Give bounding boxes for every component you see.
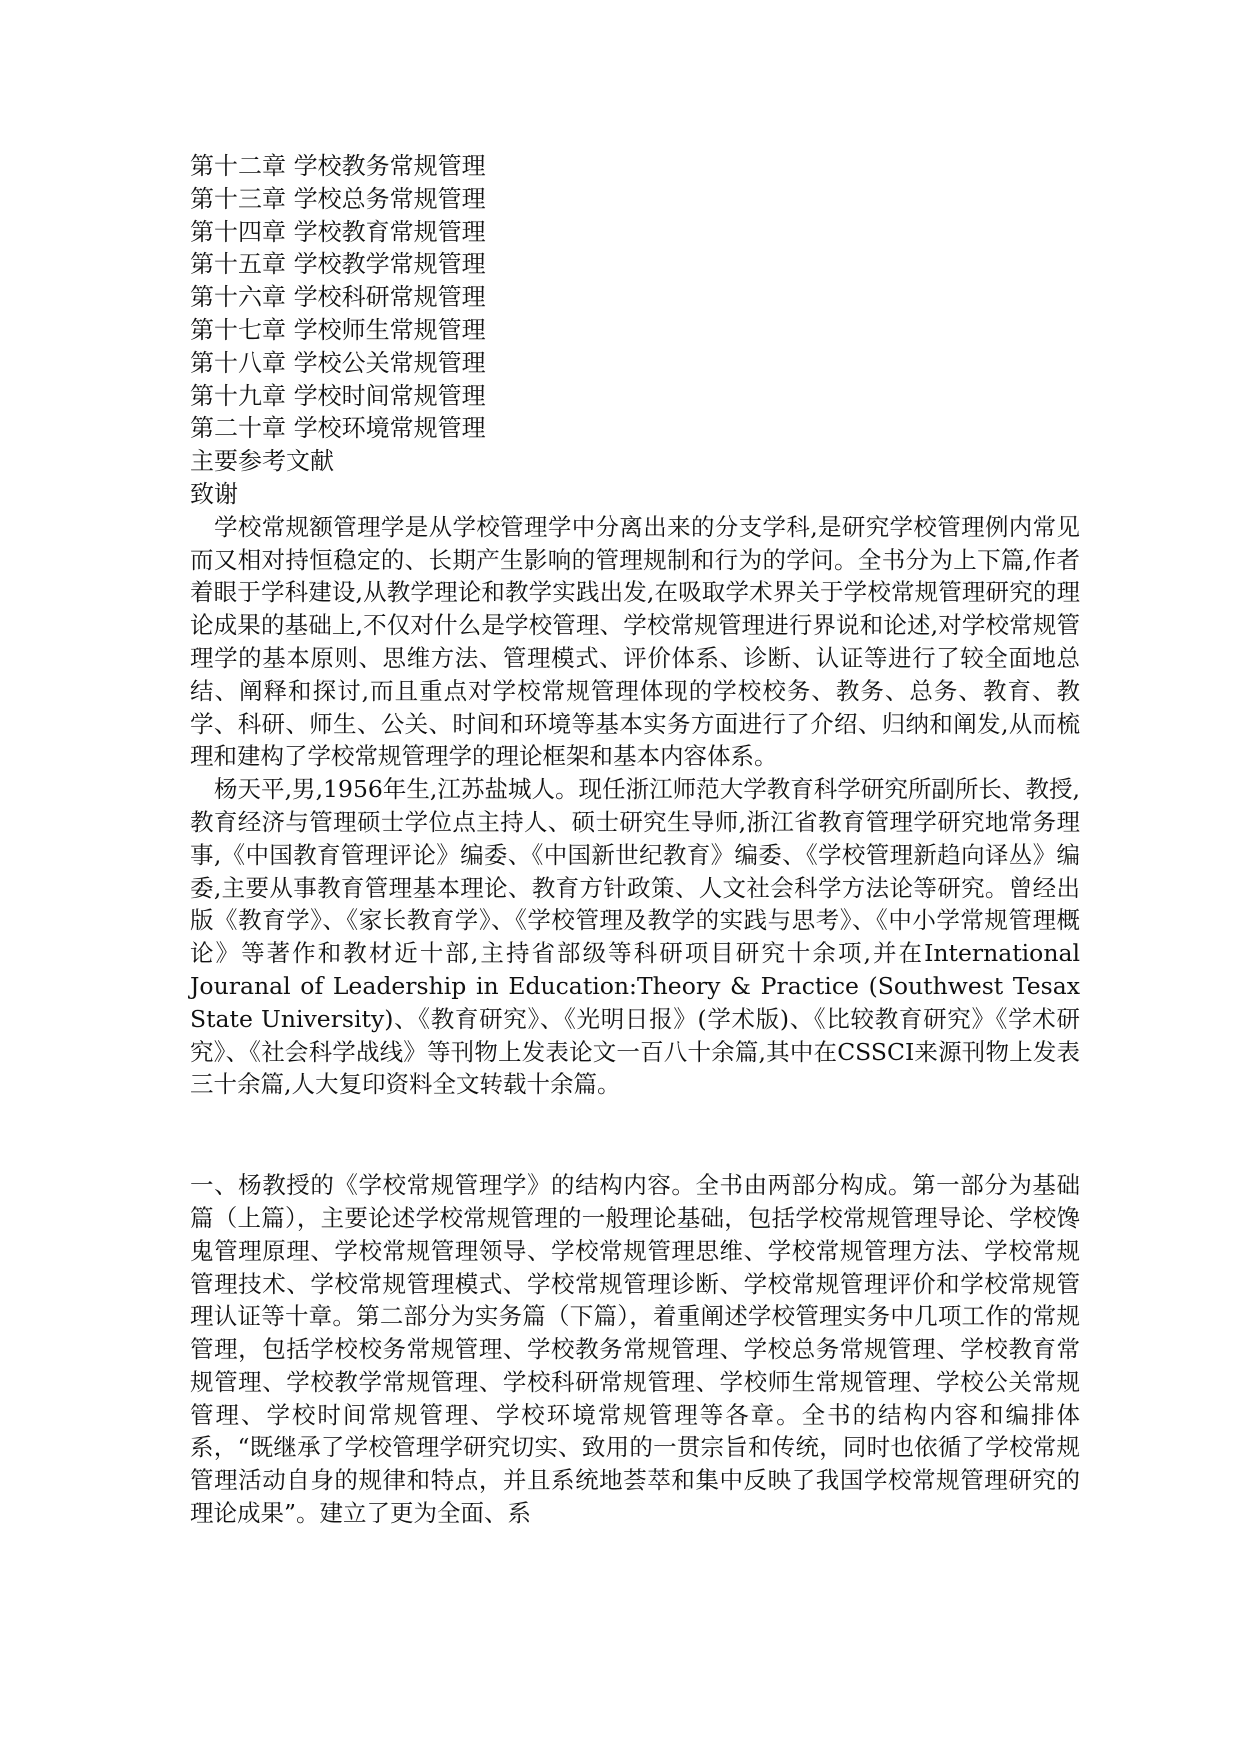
intro-paragraph: 学校常规额管理学是从学校管理学中分离出来的分支学科,是研究学校管理例内常见而又相对持恒稳定的、长期产生影响的管理规制和行为的学问。全书分为上下篇,作者着眼于学科建设,从教学理论和教学实践出发,在吸取学术界关于学校常规管理研究的理论成果的基础上,不仅对什么是学校管理、学校常规管理进行界说和论述,对学校常规管理学的基本原则、思维方法、管理模式、评价体系、诊断、认证等进行了较全面地总结、阐释和探讨,而且重点对学校常规管理体现的学校校务、教务、总务、教育、教学、科研、师生、公关、时间和环境等基本实务方面进行了介绍、归纳和阐发,从而梳理和建构了学校常规管理学的理论框架和基本内容体系。 [190, 512, 1080, 771]
toc-item: 第十三章 学校总务常规管理 [190, 184, 486, 213]
toc-item: 第二十章 学校环境常规管理 [190, 414, 486, 443]
toc-item: 致谢 [190, 479, 238, 508]
toc-item: 第十六章 学校科研常规管理 [190, 283, 486, 312]
table-of-contents [190, 150, 1080, 511]
document-page [190, 150, 1080, 1530]
author-bio-paragraph: 杨天平,男,1956年生,江苏盐城人。现任浙江师范大学教育科学研究所副所长、教授,教育经济与管理硕士学位点主持人、硕士研究生导师,浙江省教育管理学研究地常务理事,《中国教育管理评论》编委、《中国新世纪教育》编委、《学校管理新趋向译丛》编委,主要从事教育管理基本理论、教育方针政策、人文社会科学方法论等研究。曾经出版《教育学》、《家长教育学》、《学校管理及教学的实践与思考》、《中小学常规管理概论》等著作和教材近十部,主持省部级等科研项目研究十余项,并在International Jouranal of Leadership in Education:Theory & Practice (Southwest Tesax State University)、《教育研究》、《光明日报》(学术版)、《比较教育研究》《学术研究》、《社会科学战线》等刊物上发表论文一百八十余篇,其中在CSSCI来源刊物上发表三十余篇,人大复印资料全文转载十余篇。 [190, 775, 1080, 1099]
toc-item: 第十八章 学校公关常规管理 [190, 348, 486, 377]
structure-paragraph: 一、杨教授的《学校常规管理学》的结构内容。全书由两部分构成。第一部分为基础篇（上篇），主要论述学校常规管理的一般理论基础，包括学校常规管理导论、学校馋鬼管理原理、学校常规管理领导、学校常规管理思维、学校常规管理方法、学校常规管理技术、学校常规管理模式、学校常规管理诊断、学校常规管理评价和学校常规管理认证等十章。第二部分为实务篇（下篇），着重阐述学校管理实务中几项工作的常规管理，包括学校校务常规管理、学校教务常规管理、学校总务常规管理、学校教育常规管理、学校教学常规管理、学校科研常规管理、学校师生常规管理、学校公关常规管理、学校时间常规管理、学校环境常规管理等各章。全书的结构内容和编排体系，“既继承了学校管理学研究切实、致用的一贯宗旨和传统，同时也依循了学校常规管理活动自身的规律和特点，并且系统地荟萃和集中反映了我国学校常规管理研究的理论成果”。建立了更为全面、系 [190, 1171, 1080, 1528]
toc-item: 第十九章 学校时间常规管理 [190, 381, 486, 410]
toc-item: 第十二章 学校教务常规管理 [190, 152, 486, 180]
toc-item: 第十四章 学校教育常规管理 [190, 217, 486, 246]
toc-item: 第十五章 学校教学常规管理 [190, 250, 486, 279]
toc-item: 第十七章 学校师生常规管理 [190, 315, 486, 344]
toc-item: 主要参考文献 [190, 447, 334, 476]
